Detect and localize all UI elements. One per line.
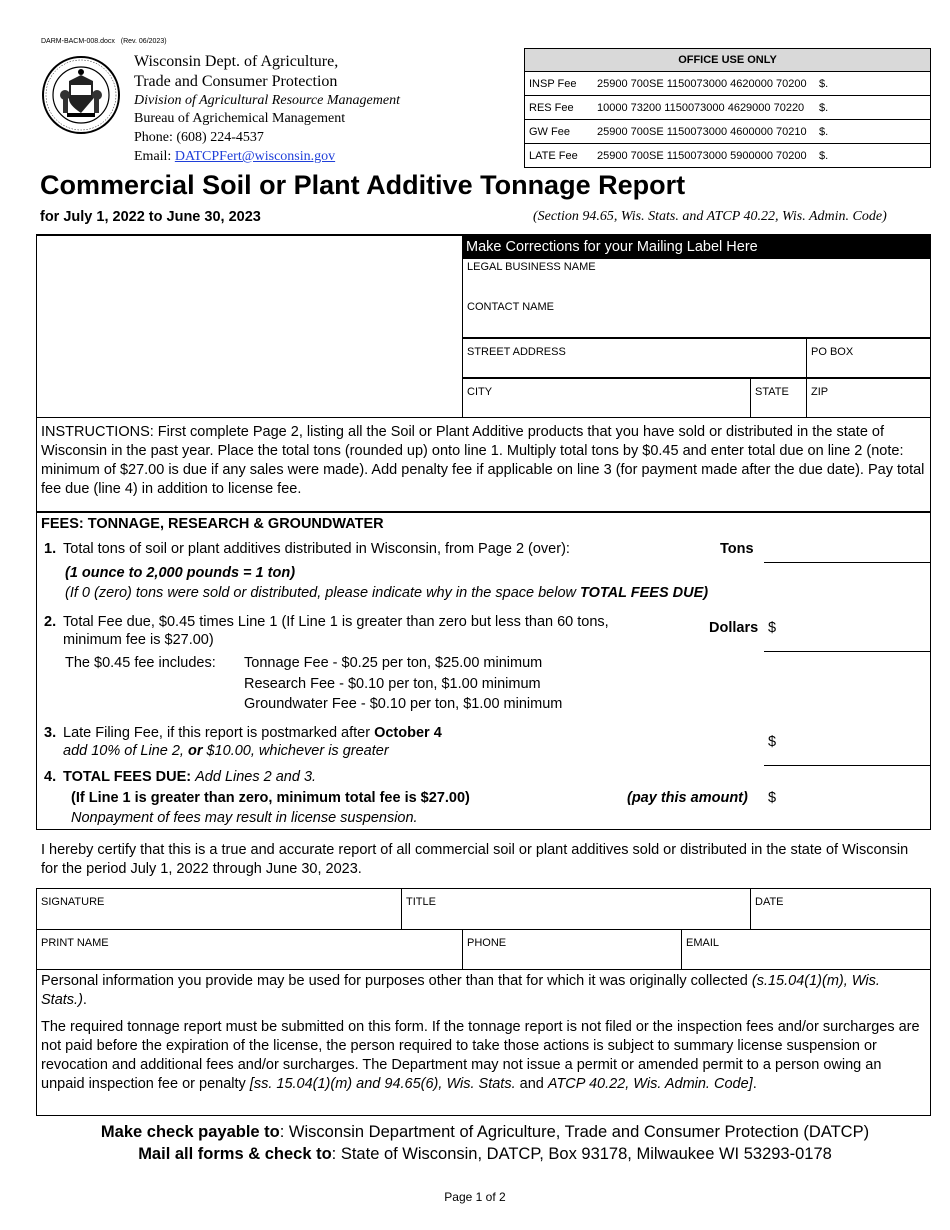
line-2-text-b: minimum fee is $27.00): [63, 632, 214, 648]
agency-bureau: Bureau of Agrichemical Management: [134, 111, 346, 126]
line-2-underline: [764, 651, 931, 652]
office-row: INSP Fee 25900 700SE 1150073000 4620000 70200 $.: [524, 72, 931, 96]
phone-input[interactable]: [466, 946, 676, 966]
late-fee-input[interactable]: [780, 741, 926, 761]
office-row: GW Fee 25900 700SE 1150073000 4600000 70210 $.: [524, 120, 931, 144]
instructions-text: INSTRUCTIONS: First complete Page 2, listing all the Soil or Plant Additive products that you have sold or distributed in the state of Wisconsin in the past year. Place the total tons (rounded up) onto line 1. Multiply total tons by $0.45 and enter total due on line 2 (note: minimum of $27.00 is due if any sales were made). Add penalty fee if applicable on line 3 (for payment made after the due date). Pay total fee due (line 4) in addition to license fee.: [41, 424, 925, 497]
total-fee-due-input[interactable]: [780, 628, 926, 648]
line-3-text: Late Filing Fee, if this report is postmarked after October 4: [63, 725, 442, 741]
line-4-currency: $: [768, 790, 777, 806]
privacy-notice: Personal information you provide may be used for purposes other than that for which it was originally collected (s.15.04(1)(m), Wis. Stats.).: [41, 973, 880, 1008]
zip-input[interactable]: [810, 395, 926, 415]
street-address-input[interactable]: [466, 355, 802, 375]
signature-cell: SIGNATURE: [36, 888, 402, 930]
report-period: for July 1, 2022 to June 30, 2023: [40, 209, 261, 225]
contact-name-input[interactable]: [466, 314, 926, 334]
fees-heading: FEES: TONNAGE, RESEARCH & GROUNDWATER: [41, 516, 384, 532]
nonpayment-warning: Nonpayment of fees may result in license suspension.: [71, 810, 418, 826]
po-box-input[interactable]: [810, 355, 926, 375]
city-cell: CITY: [462, 378, 751, 418]
title-cell: TITLE: [401, 888, 751, 930]
legal-name-cell: LEGAL BUSINESS NAME CONTACT NAME: [462, 258, 931, 338]
signature-input[interactable]: [40, 906, 396, 926]
required-report-notice: The required tonnage report must be submitted on this form. If the tonnage report is not filed or the inspection fees and/or surcharges are not paid before the expiration of the license, the person required to take those actions is subject to summary license suspension or revocation and additional fees and/or surcharges. The Department may not issue a permit or amended permit to a person owing an unpaid inspection fee or penalty [ss. 15.04(1)(m) and 94.65(6), Wis. Stats. and ATCP 40.22, Wis. Admin. Code].: [41, 1019, 920, 1092]
statute-reference: (Section 94.65, Wis. Stats. and ATCP 40.22, Wis. Admin. Code): [533, 209, 887, 224]
form-id: DARM-BACM-008.docx (Rev. 06/2023): [41, 38, 167, 45]
email-input[interactable]: [685, 946, 925, 966]
line-3-number: 3.: [44, 725, 57, 741]
phone-cell: PHONE: [462, 929, 682, 970]
page-title: Commercial Soil or Plant Additive Tonnage Report: [40, 170, 686, 200]
tonnage-fee-item: Tonnage Fee - $0.25 per ton, $25.00 minimum: [244, 655, 543, 671]
total-fees-due-input[interactable]: [780, 788, 926, 808]
city-input[interactable]: [466, 395, 746, 415]
zero-tons-note: (If 0 (zero) tons were sold or distributed, please indicate why in the space below TOTAL FEES DUE): [65, 585, 709, 601]
email-link[interactable]: DATCPFert@wisconsin.gov: [174, 149, 336, 164]
line-1-text: Total tons of soil or plant additives distributed in Wisconsin, from Page 2 (over):: [63, 541, 570, 557]
state-input[interactable]: [754, 395, 802, 415]
mailing-corrections-header: Make Corrections for your Mailing Label Here: [462, 236, 931, 258]
pobox-cell: PO BOX: [806, 338, 931, 378]
fee-includes-label: The $0.45 fee includes:: [65, 655, 216, 671]
line-2-text: Total Fee due, $0.45 times Line 1 (If Line 1 is greater than zero but less than 60 tons,: [63, 614, 609, 630]
line-2-number: 2.: [44, 614, 57, 630]
line-2-currency: $: [768, 620, 777, 636]
tons-input[interactable]: [766, 540, 926, 560]
line-4-number: 4.: [44, 769, 57, 785]
agency-line2: Trade and Consumer Protection: [134, 73, 338, 90]
zip-cell: ZIP: [806, 378, 931, 418]
payable-to: Make check payable to: Wisconsin Department of Agriculture, Trade and Consumer Protection (DATCP): [100, 1123, 870, 1141]
ton-conversion-note: (1 ounce to 2,000 pounds = 1 ton): [65, 565, 296, 581]
certification-text: I hereby certify that this is a true and accurate report of all commercial soil or plant additives sold or distributed in the state of Wisconsin for the period July 1, 2022 through June 30, 2023.: [41, 842, 909, 877]
title-input[interactable]: [405, 906, 745, 926]
dollars-label: Dollars: [709, 620, 759, 636]
research-fee-item: Research Fee - $0.10 per ton, $1.00 minimum: [244, 676, 541, 692]
pay-this-amount-label: (pay this amount): [627, 790, 748, 806]
state-cell: STATE: [750, 378, 807, 418]
wisconsin-seal-logo: [41, 55, 121, 135]
instructions-box: [36, 417, 931, 513]
date-cell: DATE: [750, 888, 931, 930]
notice-box: [36, 969, 931, 1116]
agency-phone: Phone: (608) 224-4537: [134, 130, 264, 145]
agency-email-row: Email: DATCPFert@wisconsin.gov: [134, 149, 336, 164]
mail-to: Mail all forms & check to: State of Wisconsin, DATCP, Box 93178, Milwaukee WI 53293-0178: [138, 1145, 832, 1163]
line-4-text: TOTAL FEES DUE: Add Lines 2 and 3.: [63, 769, 317, 785]
line-1-number: 1.: [44, 541, 57, 557]
page-number: Page 1 of 2: [444, 1190, 506, 1204]
print-name-input[interactable]: [40, 946, 458, 966]
line-3-subtext: add 10% of Line 2, or $10.00, whichever is greater: [63, 743, 389, 759]
date-input[interactable]: [754, 906, 926, 926]
legal-business-name-input[interactable]: [466, 274, 926, 294]
line-3-currency: $: [768, 734, 777, 750]
groundwater-fee-item: Groundwater Fee - $0.10 per ton, $1.00 minimum: [244, 696, 563, 712]
street-cell: STREET ADDRESS: [462, 338, 807, 378]
tons-underline: [764, 562, 931, 563]
email-cell: EMAIL: [681, 929, 931, 970]
minimum-fee-note: (If Line 1 is greater than zero, minimum total fee is $27.00): [71, 790, 470, 806]
agency-division: Division of Agricultural Resource Management: [134, 93, 400, 108]
agency-line1: Wisconsin Dept. of Agriculture,: [134, 53, 339, 70]
office-use-title: OFFICE USE ONLY: [524, 48, 931, 72]
print-name-cell: PRINT NAME: [36, 929, 463, 970]
office-row: LATE Fee 25900 700SE 1150073000 5900000 70200 $.: [524, 144, 931, 168]
tons-label: Tons: [720, 541, 754, 557]
office-row: RES Fee 10000 73200 1150073000 4629000 70220 $.: [524, 96, 931, 120]
line-3-underline: [764, 765, 931, 766]
